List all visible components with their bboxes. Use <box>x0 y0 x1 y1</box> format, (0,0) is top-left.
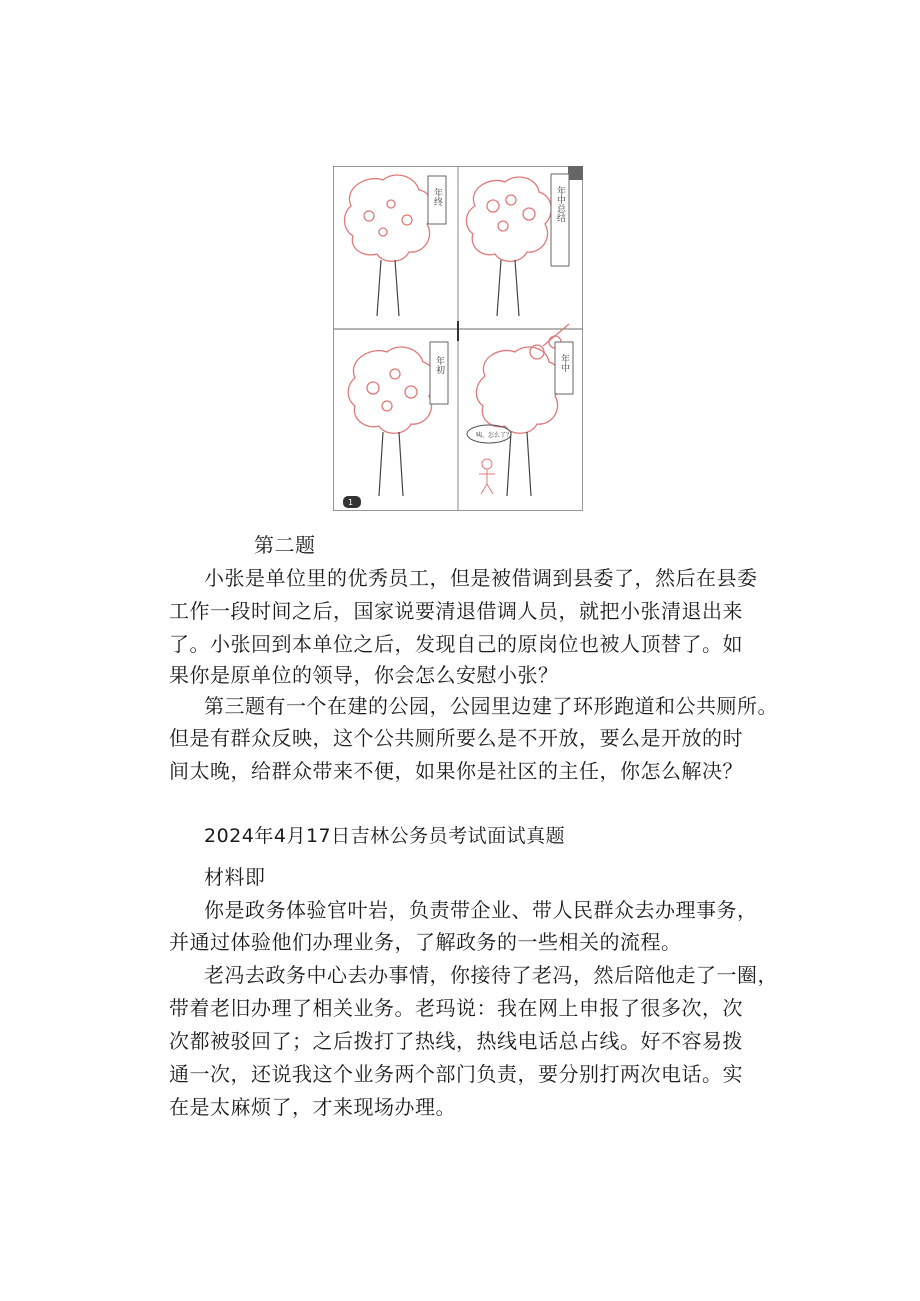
exam-para1-line-1: 你是政务体验官叶岩，负责带企业、带人民群众去办理事务， <box>204 898 758 922</box>
panel-label-1: 年终 <box>432 188 442 206</box>
exam-para2-line-3: 次都被驳回了；之后拨打了热线，热线电话总占线。好不容易拨 <box>169 1029 743 1053</box>
material-label: 材料即 <box>204 865 266 889</box>
section3-line-1: 第三题有一个在建的公园，公园里边建了环形跑道和公共厕所。 <box>204 694 778 718</box>
section3-line-3: 间太晚，给群众带来不便，如果你是社区的主任，你怎么解决？ <box>169 759 743 783</box>
section3-line-2: 但是有群众反映，这个公共厕所要么是不开放，要么是开放的时 <box>169 726 743 750</box>
section2-line-2: 工作一段时间之后，国家说要清退借调人员，就把小张清退出来 <box>169 599 743 623</box>
exam-heading: 2024年4月17日吉林公务员考试面试真题 <box>204 825 566 847</box>
exam-para2-line-5: 在是太麻烦了，才来现场办理。 <box>169 1095 456 1119</box>
section2-title: 第二题 <box>254 533 316 557</box>
panel-label-4: 年中 <box>559 354 569 372</box>
section2-line-1: 小张是单位里的优秀员工，但是被借调到县委了，然后在县委 <box>204 566 758 590</box>
comic-drawing <box>333 166 583 511</box>
section2-line-3: 了。小张回到本单位之后，发现自己的原岗位也被人顶替了。如 <box>169 632 743 656</box>
speech-bubble-text: 咦，怎么了？ <box>476 432 513 439</box>
page-number: 1 <box>348 498 354 507</box>
panel-label-3: 年初 <box>434 356 444 374</box>
panel-label-2: 年中总结 <box>555 186 565 222</box>
comic-illustration <box>333 166 583 511</box>
exam-para2-line-1: 老冯去政务中心去办事情，你接待了老冯，然后陪他走了一圈， <box>204 963 778 987</box>
exam-para2-line-2: 带着老旧办理了相关业务。老玛说：我在网上申报了很多次，次 <box>169 996 743 1020</box>
exam-para1-line-2: 并通过体验他们办理业务，了解政务的一些相关的流程。 <box>169 930 682 954</box>
section2-line-4: 果你是原单位的领导，你会怎么安慰小张？ <box>169 663 559 687</box>
exam-para2-line-4: 通一次，还说我这个业务两个部门负责，要分别打两次电话。实 <box>169 1062 743 1086</box>
